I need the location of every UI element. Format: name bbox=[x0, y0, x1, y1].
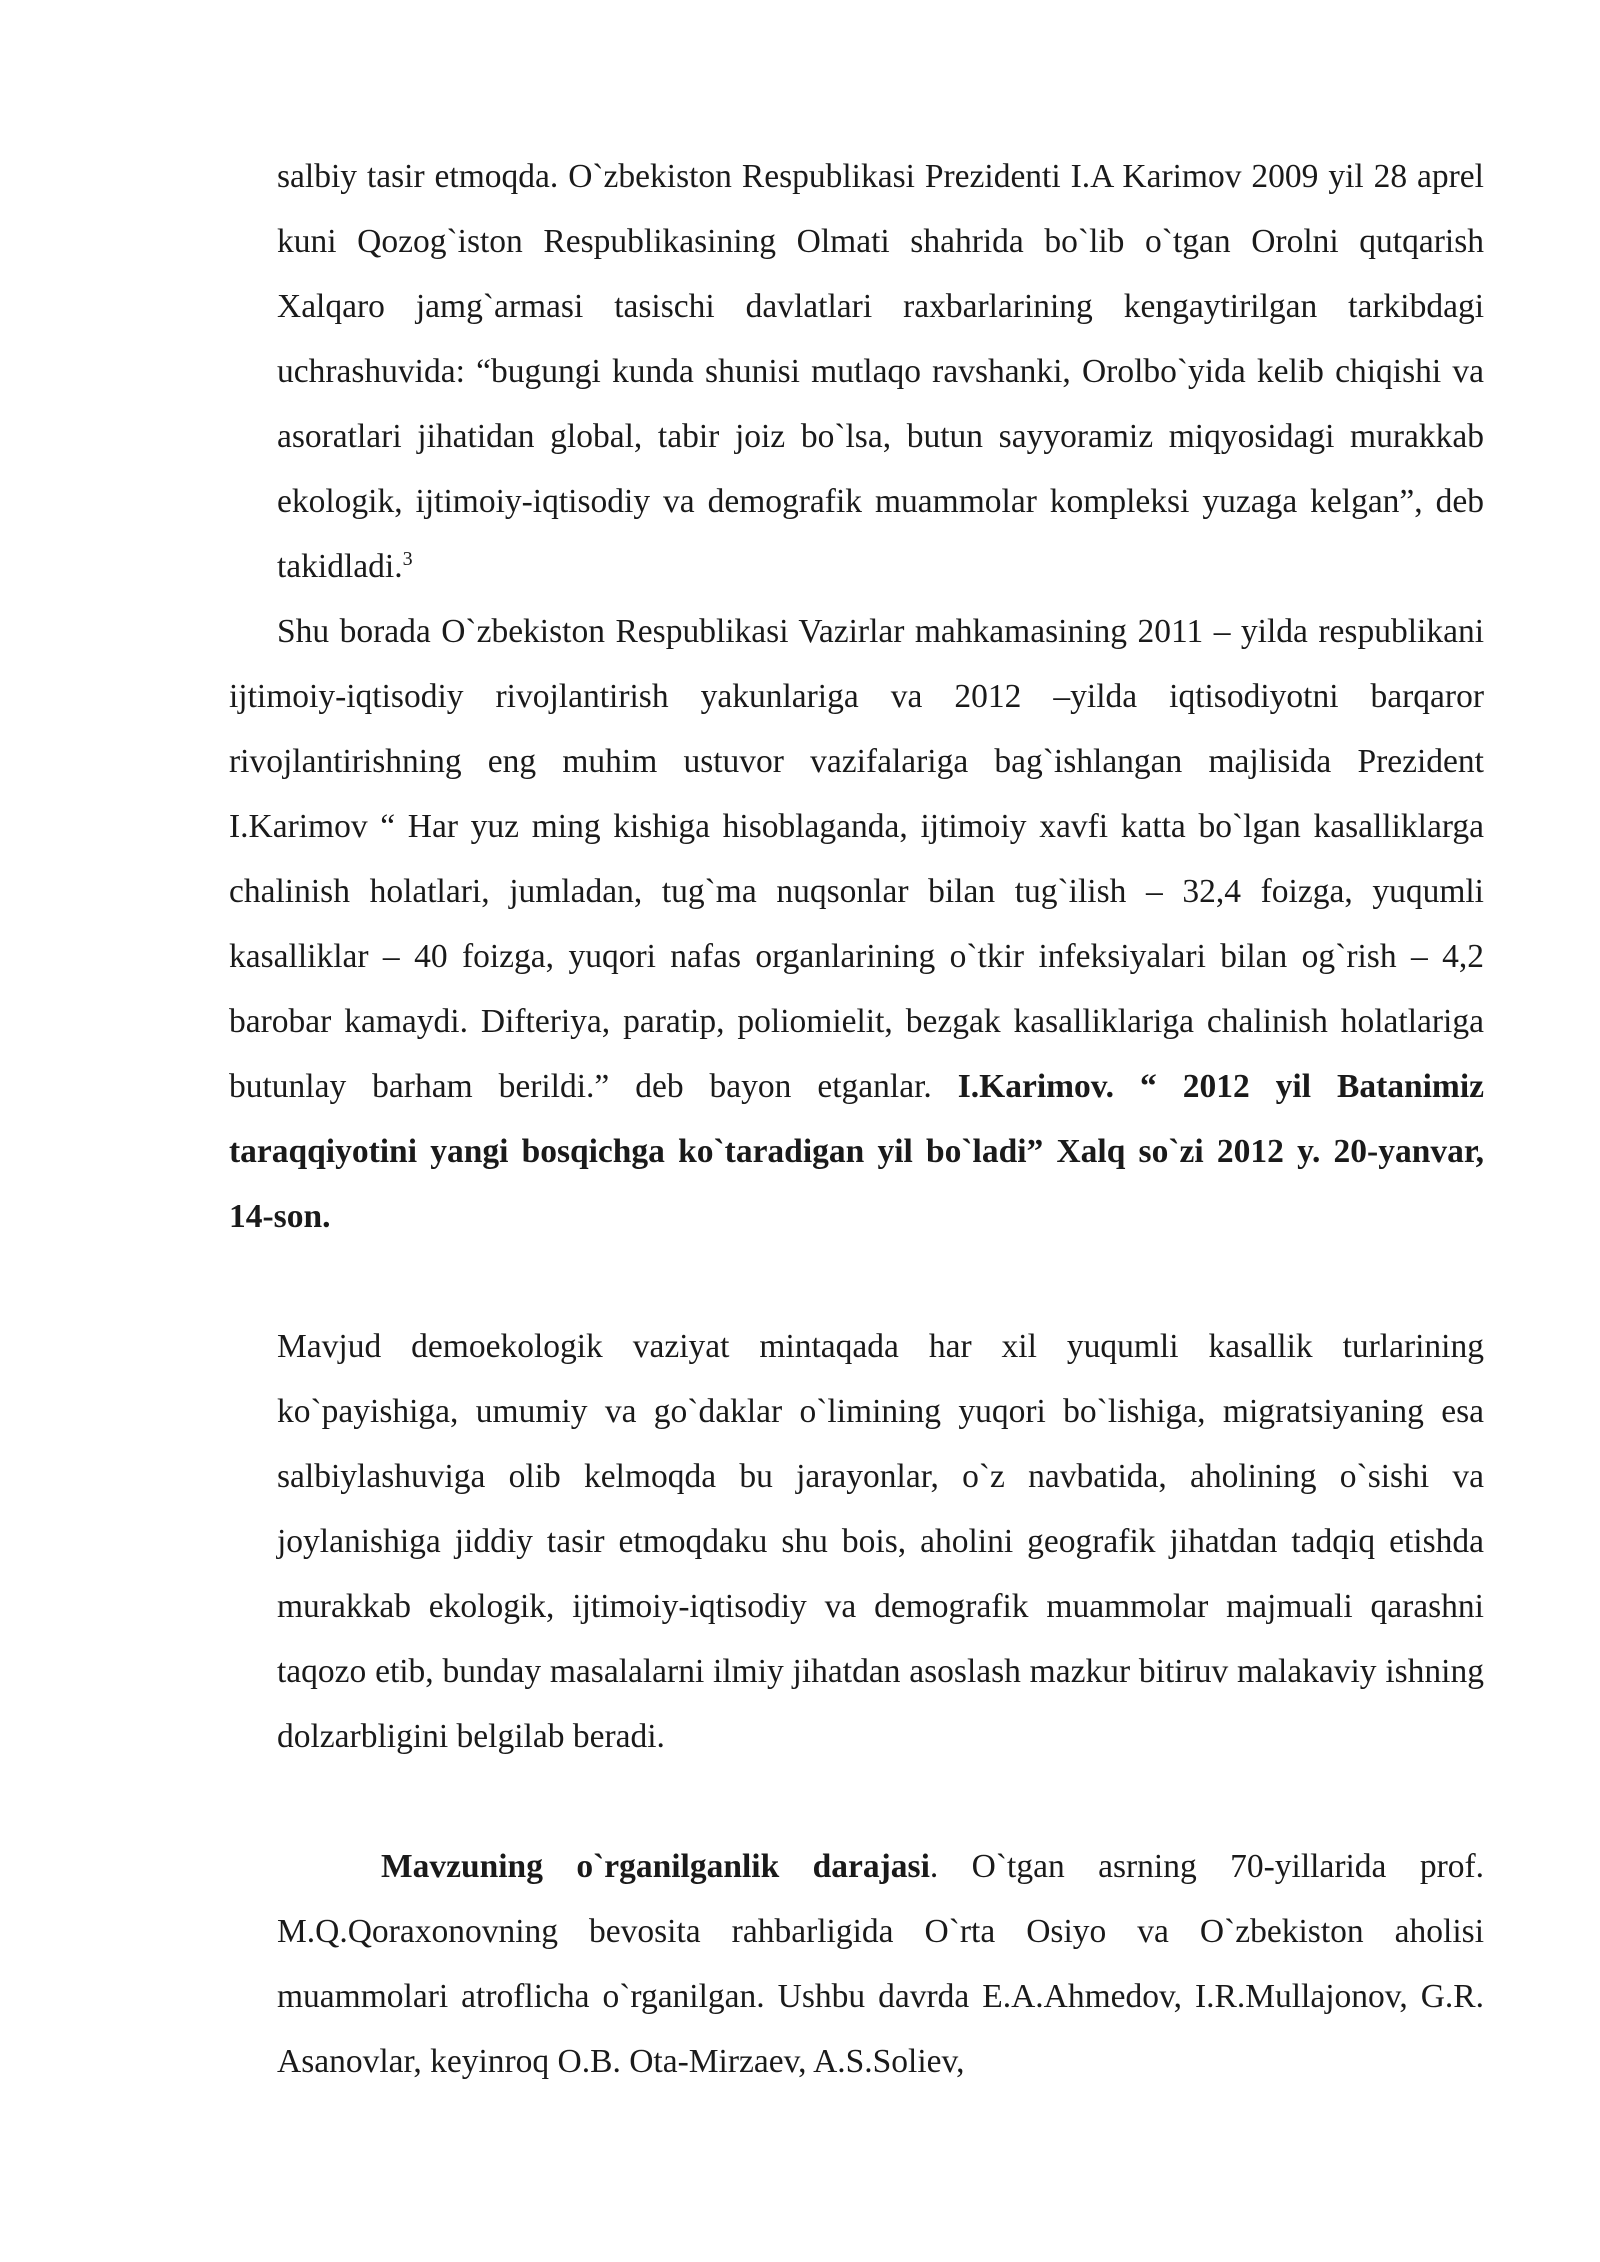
paragraph-research-degree bbox=[277, 1834, 1484, 2094]
footnote-marker: 3 bbox=[402, 547, 413, 570]
paragraph-health-statistics bbox=[229, 599, 1484, 1249]
bold-citation: I.Karimov. “ 2012 yil Batanimiz taraqqiyotini yangi bosqichga ko`taradigan yil bo`ladi” Xalq so`zi 2012 y. 20-yanvar, 14-son. bbox=[229, 1068, 1484, 1235]
paragraph-presidential-quote bbox=[277, 144, 1484, 599]
paragraph-demoecological-situation bbox=[277, 1314, 1484, 1769]
paragraph-text: Mavjud demoekologik vaziyat mintaqada har xil yuqumli kasallik turlarining ko`payishiga, umumiy va go`daklar o`limining yuqori bo`lishiga, migratsiyaning esa salbiylashuviga olib kelmoqda bu jarayonlar, o`z navbatida, aholining o`sishi va joylanishiga jiddiy tasir etmoqdaku shu bois, aholini geografik jihatdan tadqiq etishda murakkab ekologik, ijtimoiy-iqtisodiy va demografik muammolar majmuali qarashni taqozo etib, bunday masalalarni ilmiy jihatdan asoslash mazkur bitiruv malakaviy ishning dolzarbligini belgilab beradi. bbox=[277, 1328, 1484, 1755]
paragraph-text: . O`tgan asrning 70-yillarida prof. M.Q.Qoraxonovning bevosita rahbarligida O`rta Osiyo va O`zbekiston aholisi muammolari atroflicha o`rganilgan. Ushbu davrda E.A.Ahmedov, I.R.Mullajonov, G.R. Asanovlar, keyinroq O.B. Ota-Mirzaev, A.S.Soliev, bbox=[277, 1848, 1485, 2080]
section-heading: Mavzuning o`rganilganlik darajasi bbox=[381, 1848, 930, 1885]
paragraph-text: salbiy tasir etmoqda. O`zbekiston Respublikasi Prezidenti I.A Karimov 2009 yil 28 aprel kuni Qozog`iston Respublikasining Olmati shahrida bo`lib o`tgan Orolni qutqarish Xalqaro jamg`armasi tasischi davlatlari raxbarlarining kengaytirilgan tarkibdagi uchrashuvida: “bugungi kunda shunisi mutlaqo ravshanki, Orolbo`yida kelib chiqishi va asoratlari jihatidan global, tabir joiz bo`lsa, butun sayyoramiz miqyosidagi murakkab ekologik, ijtimoiy-iqtisodiy va demografik muammolar kompleksi yuzaga kelgan”, deb takidladi. bbox=[277, 158, 1484, 585]
paragraph-text: Shu borada O`zbekiston Respublikasi Vazirlar mahkamasining 2011 – yilda respublikani ijtimoiy-iqtisodiy rivojlantirish yakunlariga va 2012 –yilda iqtisodiyotni barqaror rivojlantirishning eng muhim ustuvor vazifalariga bag`ishlangan majlisida Prezident I.Karimov “ Har yuz ming kishiga hisoblaganda, ijtimoiy xavfi katta bo`lgan kasalliklarga chalinish holatlari, jumladan, tug`ma nuqsonlar bilan tug`ilish – 32,4 foizga, yuqumli kasalliklar – 40 foizga, yuqori nafas organlarining o`tkir infeksiyalari bilan og`rish – 4,2 barobar kamaydi. Difteriya, paratip, poliomielit, bezgak kasalliklariga chalinish holatlariga butunlay barham berildi.” deb bayon etganlar. bbox=[229, 613, 1484, 1105]
